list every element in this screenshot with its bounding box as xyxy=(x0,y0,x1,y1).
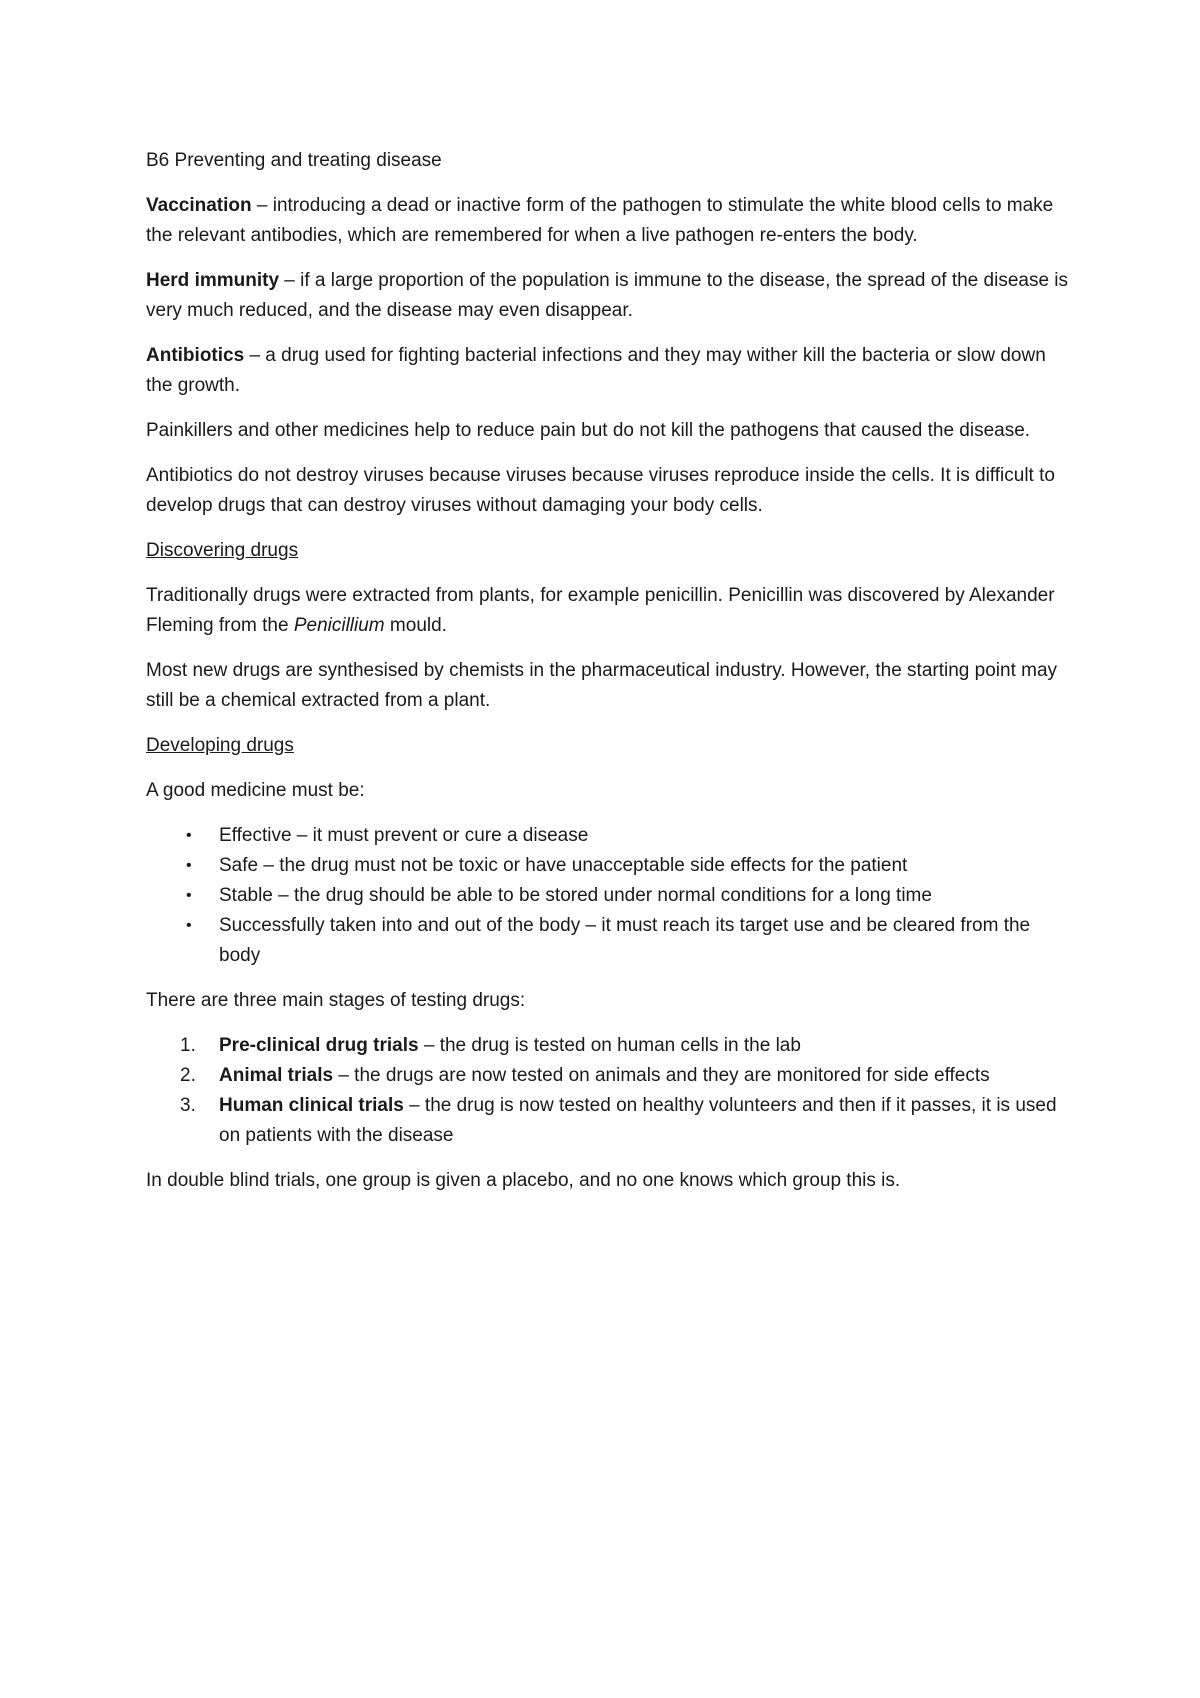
viruses-paragraph: Antibiotics do not destroy viruses because viruses because viruses reproduce inside the cells. It is difficult to develop drugs that can destroy viruses without damaging your body cells. xyxy=(146,465,1055,516)
stage-number: 2. xyxy=(180,1065,196,1086)
herd-immunity-text: – if a large proportion of the population is immune to the disease, the spread of the disease is very much reduced, and the disease may even disappear. xyxy=(146,270,1069,321)
discovering-p1-end: mould. xyxy=(384,615,447,636)
discovering-paragraph-1 xyxy=(146,581,1076,641)
bullet-icon: • xyxy=(186,887,192,904)
list-item xyxy=(146,881,1076,911)
stage-number: 1. xyxy=(180,1035,196,1056)
list-item-text: Safe – the drug must not be toxic or have unacceptable side effects for the patient xyxy=(219,855,908,876)
discovering-drugs-heading: Discovering drugs xyxy=(146,540,299,561)
list-item xyxy=(146,1031,1076,1061)
bullet-icon: • xyxy=(186,857,192,874)
herd-immunity-paragraph xyxy=(146,266,1076,326)
good-medicine-intro: A good medicine must be: xyxy=(146,780,365,801)
stage-term: Animal trials xyxy=(219,1065,334,1086)
list-item-text: Effective – it must prevent or cure a disease xyxy=(219,825,589,846)
document-page xyxy=(146,146,1076,1211)
stage-number: 3. xyxy=(180,1095,196,1116)
vaccination-paragraph xyxy=(146,191,1076,251)
painkillers-paragraph: Painkillers and other medicines help to reduce pain but do not kill the pathogens that caused the disease. xyxy=(146,420,1031,441)
developing-drugs-heading: Developing drugs xyxy=(146,735,294,756)
double-blind-paragraph: In double blind trials, one group is given a placebo, and no one knows which group this is. xyxy=(146,1170,901,1191)
list-item xyxy=(146,851,1076,881)
stage-text: – the drugs are now tested on animals and they are monitored for side effects xyxy=(333,1065,990,1086)
document-title: B6 Preventing and treating disease xyxy=(146,150,442,171)
stage-term: Human clinical trials xyxy=(219,1095,404,1116)
stages-intro: There are three main stages of testing drugs: xyxy=(146,990,526,1011)
list-item xyxy=(146,1061,1076,1091)
list-item xyxy=(146,821,1076,851)
antibiotics-paragraph xyxy=(146,341,1076,401)
testing-stages-list xyxy=(146,1031,1076,1151)
good-medicine-list xyxy=(146,821,1076,971)
stage-text: – the drug is now tested on healthy volunteers and then if it passes, it is used on patients with the disease xyxy=(219,1095,1057,1146)
list-item xyxy=(146,1091,1076,1151)
list-item-text: Stable – the drug should be able to be stored under normal conditions for a long time xyxy=(219,885,932,906)
bullet-icon: • xyxy=(186,827,192,844)
list-item xyxy=(146,911,1076,971)
discovering-p1-start: Traditionally drugs were extracted from plants, for example penicillin. Penicillin was discovered by Alexander Fleming from the xyxy=(146,585,1055,636)
discovering-paragraph-2: Most new drugs are synthesised by chemists in the pharmaceutical industry. However, the starting point may still be a chemical extracted from a plant. xyxy=(146,660,1058,711)
antibiotics-text: – a drug used for fighting bacterial infections and they may wither kill the bacteria or slow down the growth. xyxy=(146,345,1046,396)
list-item-text: Successfully taken into and out of the body – it must reach its target use and be cleared from the body xyxy=(219,915,1031,966)
stage-term: Pre-clinical drug trials xyxy=(219,1035,419,1056)
vaccination-term: Vaccination xyxy=(146,195,252,216)
herd-immunity-term: Herd immunity xyxy=(146,270,280,291)
antibiotics-term: Antibiotics xyxy=(146,345,245,366)
stage-text: – the drug is tested on human cells in the lab xyxy=(418,1035,801,1056)
vaccination-text: – introducing a dead or inactive form of the pathogen to stimulate the white blood cells to make the relevant antibodies, which are remembered for when a live pathogen re-enters the body. xyxy=(146,195,1054,246)
penicillium-italic: Penicillium xyxy=(293,615,385,636)
bullet-icon: • xyxy=(186,917,192,934)
